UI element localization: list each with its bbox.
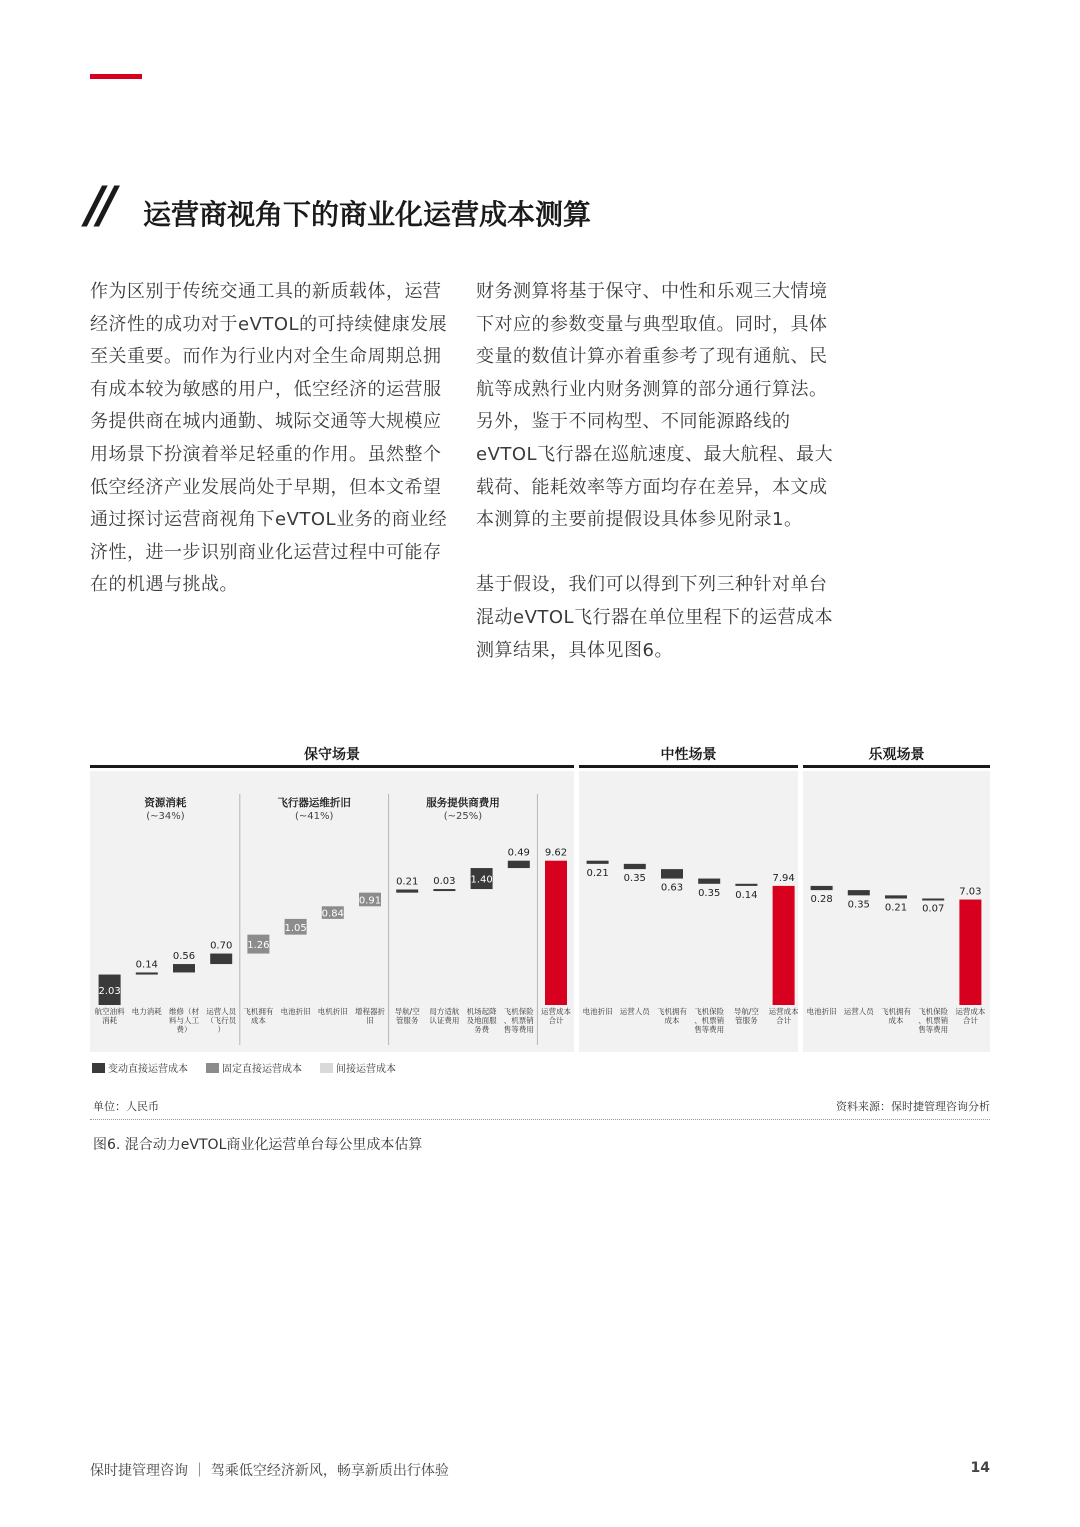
category-label: 电力消耗 bbox=[131, 1007, 162, 1016]
bar-variable bbox=[698, 879, 720, 884]
data-label: 0.35 bbox=[623, 873, 646, 885]
scenario-rule bbox=[579, 765, 798, 768]
data-label: 0.28 bbox=[810, 894, 833, 906]
data-label: 0.84 bbox=[321, 908, 344, 920]
data-label: 0.35 bbox=[847, 899, 870, 911]
legend-swatch bbox=[92, 1063, 105, 1073]
waterfall-chart bbox=[90, 740, 990, 1120]
data-label: 0.21 bbox=[884, 902, 908, 914]
category-label: 导航/空管服务 bbox=[733, 1007, 759, 1025]
bar-variable bbox=[173, 964, 195, 972]
footer-text: 保时捷管理咨询 ｜ 驾乘低空经济新风，畅享新质出行体验 bbox=[90, 1463, 449, 1479]
chart-svg bbox=[90, 740, 990, 1085]
bar-variable bbox=[661, 869, 683, 878]
scenario-title: 乐观场景 bbox=[868, 747, 925, 763]
unit-label: 单位：人民币 bbox=[93, 1100, 159, 1113]
category-label: 运营人员 bbox=[843, 1007, 874, 1016]
legend-swatch bbox=[206, 1063, 219, 1073]
source-label: 资料来源：保时捷管理咨询分析 bbox=[836, 1100, 990, 1113]
data-label: 0.21 bbox=[586, 867, 609, 879]
category-label: 飞机拥有成本 bbox=[881, 1007, 911, 1025]
data-label: 7.03 bbox=[959, 886, 982, 898]
scenario-rule bbox=[90, 765, 574, 768]
paragraph: 财务测算将基于保守、中性和乐观三大情境下对应的参数变量与典型取值。同时，具体变量的数值计算亦着重参考了现有通航、民航等成熟行业内财务测算的部分通行算法。另外，鉴于不同构型、不同能源路线的eVTOL飞行器在巡航速度、最大航程、最大载荷、能耗效率等方面均存在差异，本文成本测算的主要前提假设具体参见附录1。 bbox=[476, 281, 834, 531]
bar-variable bbox=[396, 890, 418, 893]
category-label: 飞机保险、机票销售等费用 bbox=[694, 1007, 725, 1034]
group-share: (~25%) bbox=[443, 811, 483, 822]
section-title: 运营商视角下的商业化运营成本测算 bbox=[143, 198, 592, 231]
data-label: 1.26 bbox=[247, 940, 270, 952]
paragraph: 作为区别于传统交通工具的新质载体，运营经济性的成功对于eVTOL的可持续健康发展至关重要。而作为行业内对全生命周期总拥有成本较为敏感的用户，低空经济的运营服务提供商在城内通勤、城际交通等大规模应用场景下扮演着举足轻重的作用。虽然整个低空经济产业发展尚处于早期，但本文希望通过探讨运营商视角下eVTOL业务的商业经济性，进一步识别商业化运营过程中可能存在的机遇与挑战。 bbox=[90, 281, 448, 596]
category-label: 局方适航认证费用 bbox=[429, 1007, 460, 1025]
bar-total bbox=[773, 886, 795, 1005]
data-label: 0.35 bbox=[698, 887, 721, 899]
bar-variable bbox=[136, 972, 158, 974]
category-label: 电池折旧 bbox=[280, 1007, 311, 1016]
legend-label: 固定直接运营成本 bbox=[222, 1064, 302, 1075]
paragraph: 基于假设，我们可以得到下列三种针对单台混动eVTOL飞行器在单位里程下的运营成本测算结果，具体见图6。 bbox=[476, 574, 834, 661]
category-label: 运营成本合计 bbox=[541, 1007, 571, 1025]
category-label: 飞机拥有成本 bbox=[243, 1007, 274, 1025]
scenario-title: 中性场景 bbox=[660, 747, 717, 763]
data-label: 0.07 bbox=[922, 903, 945, 915]
section-mark: // bbox=[86, 176, 111, 234]
category-label: 运营人员 bbox=[619, 1007, 650, 1016]
category-label: 航空油料消耗 bbox=[94, 1007, 125, 1025]
data-label: 2.03 bbox=[98, 985, 121, 997]
data-label: 0.91 bbox=[358, 895, 382, 907]
divider bbox=[90, 1119, 990, 1120]
legend-label: 变动直接运营成本 bbox=[108, 1064, 188, 1075]
data-label: 0.49 bbox=[507, 847, 530, 859]
bar-variable bbox=[433, 889, 455, 891]
category-label: 运营成本合计 bbox=[955, 1007, 986, 1025]
accent-bar bbox=[90, 74, 142, 79]
category-label: 维修（材料与人工费） bbox=[169, 1007, 199, 1034]
bar-variable bbox=[508, 861, 530, 868]
bar-variable bbox=[811, 886, 833, 890]
category-label: 电机折旧 bbox=[317, 1007, 348, 1016]
category-label: 机场起降及地面服务费 bbox=[466, 1007, 497, 1034]
body-column-right bbox=[476, 276, 840, 700]
bar-variable bbox=[848, 890, 870, 895]
bar-variable bbox=[210, 954, 232, 965]
data-label: 1.40 bbox=[470, 874, 493, 886]
category-label: 飞机拥有成本 bbox=[657, 1007, 687, 1025]
data-label: 9.62 bbox=[544, 847, 568, 859]
scenario-rule bbox=[803, 765, 990, 768]
bar-variable bbox=[735, 884, 757, 886]
category-label: 运营人员（飞行员） bbox=[206, 1007, 237, 1034]
page-number: 14 bbox=[970, 1460, 990, 1476]
data-label: 0.03 bbox=[433, 876, 456, 888]
group-title: 服务提供商费用 bbox=[426, 797, 500, 809]
category-label: 飞机保险、机票销售等费用 bbox=[918, 1007, 949, 1034]
legend-swatch bbox=[320, 1063, 333, 1073]
group-share: (~34%) bbox=[146, 811, 185, 822]
data-label: 0.14 bbox=[735, 889, 758, 901]
data-label: 7.94 bbox=[772, 872, 795, 884]
legend-label: 间接运营成本 bbox=[336, 1064, 396, 1075]
figure-caption: 图6. 混合动力eVTOL商业化运营单台每公里成本估算 bbox=[93, 1137, 423, 1153]
group-share: (~41%) bbox=[294, 811, 334, 822]
bar-total bbox=[545, 861, 567, 1005]
bar-total bbox=[959, 900, 981, 1005]
category-label: 飞机保险、机票销售等费用 bbox=[503, 1007, 534, 1034]
data-label: 0.56 bbox=[172, 951, 196, 963]
data-label: 0.14 bbox=[135, 959, 158, 971]
category-label: 运营成本合计 bbox=[768, 1007, 799, 1025]
group-title: 资源消耗 bbox=[144, 797, 187, 809]
body-column-left bbox=[90, 276, 454, 635]
data-label: 1.05 bbox=[284, 922, 307, 934]
bar-variable bbox=[922, 899, 944, 901]
category-label: 电池折旧 bbox=[806, 1007, 837, 1016]
bar-variable bbox=[624, 864, 646, 869]
scenario-title: 保守场景 bbox=[304, 747, 360, 763]
category-label: 导航/空管服务 bbox=[394, 1007, 420, 1025]
data-label: 0.21 bbox=[396, 876, 419, 888]
bar-variable bbox=[885, 895, 907, 898]
bar-variable bbox=[587, 861, 609, 864]
category-label: 电池折旧 bbox=[582, 1007, 613, 1016]
category-label: 增程器折旧 bbox=[355, 1007, 385, 1025]
group-title: 飞行器运维折旧 bbox=[277, 797, 351, 809]
data-label: 0.63 bbox=[660, 882, 684, 894]
data-label: 0.70 bbox=[210, 940, 233, 952]
